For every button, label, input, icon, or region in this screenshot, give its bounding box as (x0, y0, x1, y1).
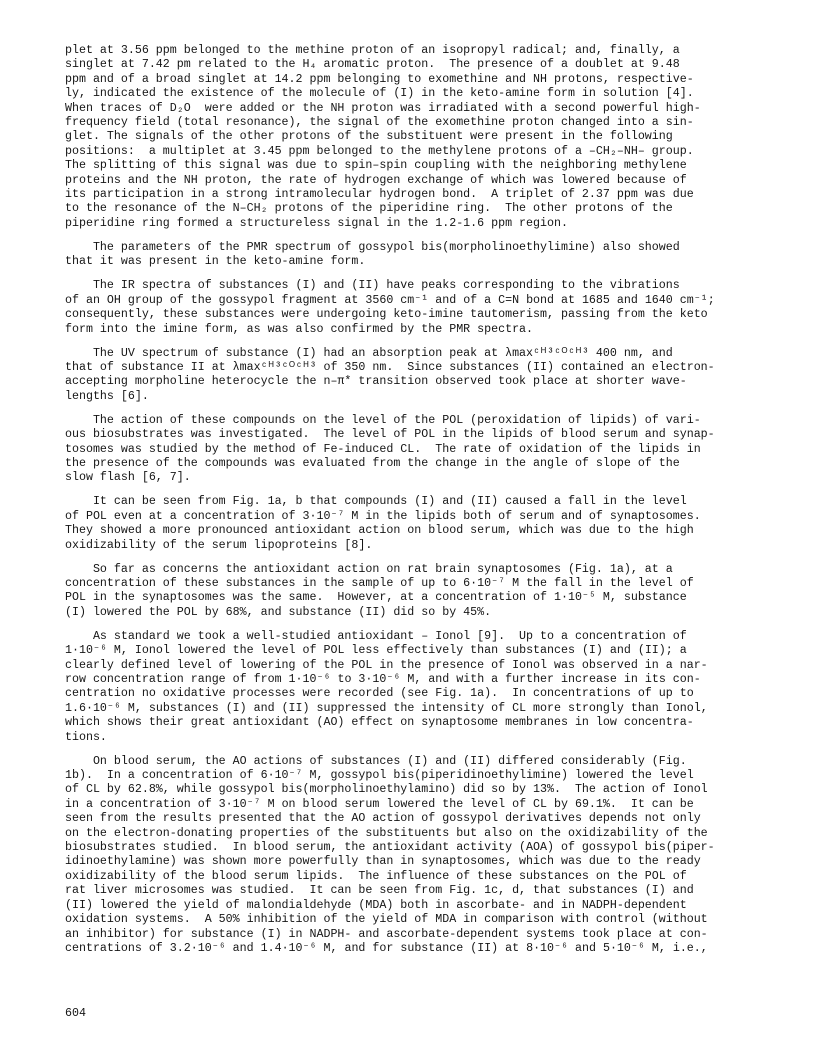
paragraph-pol-action: The action of these compounds on the level of the POL (peroxidation of lipids) of vari- ous biosubstrates was investigated. The level of POL in the lipids of blood serum and synap- tosomes was studied by the method of Fe-induced CL. The rate of oxidation of the lipids in the presence of the compounds was evaluated from the change in the angle of slope of the slow flash [6, 7]. (65, 413, 715, 485)
paragraph-ionol: As standard we took a well-studied antioxidant – Ionol [9]. Up to a concentration of 1·10⁻⁶ M, Ionol lowered the level of POL less effectively than substances (I) and (II); a clearly defined level of lowering of the POL in the presence of Ionol was observed in a nar- row concentration range of from 1·10⁻⁶ to 3·10⁻⁶ M, and with a further increase in its con- centration no oxidative processes were recorded (see Fig. 1a). In concentrations of up to 1.6·10⁻⁶ M, substances (I) and (II) suppressed the intensity of CL more strongly than Ionol, which shows their great antioxidant (AO) effect on synaptosome membranes in low concentra- tions. (65, 629, 708, 744)
article-body (65, 44, 765, 966)
paragraph-fig1ab: It can be seen from Fig. 1a, b that compounds (I) and (II) caused a fall in the level of POL even at a concentration of 3·10⁻⁷ M in the lipids both of serum and of synaptosomes. They showed a more pronounced antioxidant action on blood serum, which was due to the high oxidizability of the serum lipoproteins [8]. (65, 495, 701, 552)
paragraph-blood-serum: On blood serum, the AO actions of substances (I) and (II) differed considerably (Fig. 1b). In a concentration of 6·10⁻⁷ M, gossypol bis(piperidinoethylimine) lowered the level of CL by 62.8%, while gossypol bis(morpholinoethylamino) did so by 13%. The action of Ionol in a concentration of 3·10⁻⁷ M on blood serum lowered the level of CL by 69.1%. It can be seen from the results presented that the AO action of gossypol derivatives depends not only on the electron-donating properties of the substituents but also on the oxidizability of the biosubstrates studied. In blood serum, the antioxidant activity (AOA) of gossypol bis(piper- idinoethylamine) was shown more powerfully than in synaptosomes, which was due to the ready oxidizability of the blood serum lipids. The influence of these substances on the POL of rat liver microsomes was studied. It can be seen from Fig. 1c, d, that substances (I) and (II) lowered the yield of malondialdehyde (MDA) both in ascorbate- and in NADPH-dependent oxidation systems. A 50% inhibition of the yield of MDA in comparison with control (without an inhibitor) for substance (I) in NADPH- and ascorbate-dependent systems took place at con- centrations of 3.2·10⁻⁶ and 1.4·10⁻⁶ M, and for substance (II) at 8·10⁻⁶ and 5·10⁻⁶ M, i.e., (65, 754, 715, 955)
page-number: 604 (65, 1007, 86, 1020)
paragraph-pmr-morpholino: The parameters of the PMR spectrum of gossypol bis(morpholinoethylimine) also showed that it was present in the keto-amine form. (65, 240, 680, 269)
paragraph-ir-spectra: The IR spectra of substances (I) and (II) have peaks corresponding to the vibrations of an OH group of the gossypol fragment at 3560 cm⁻¹ and of a C=N bond at 1685 and 1640 cm⁻¹; consequently, these substances were undergoing keto-imine tautomerism, passing from the keto form into the imine form, as was also confirmed by the PMR spectra. (65, 279, 715, 336)
paragraph-pmr-signals: plet at 3.56 ppm belonged to the methine proton of an isopropyl radical; and, finally, a singlet at 7.42 pm related to the H₄ aromatic proton. The presence of a doublet at 9.48 ppm and of a broad singlet at 14.2 ppm belonging to exomethine and NH protons, respective- ly, indicated the existence of the molecule of (I) in the keto-amine form in solution [4]. When traces of D₂O were added or the NH proton was irradiated with a second powerful high- frequency field (total resonance), the signal of the exomethine proton changed into a sin- glet. The signals of the other protons of the substituent were present in the following positions: a multiplet at 3.45 ppm belonged to the methylene protons of a –CH₂–NH– group. The splitting of this signal was due to spin–spin coupling with the neighboring methylene proteins and the NH proton, the rate of hydrogen exchange of which was lowered because of its participation in a strong intramolecular hydrogen bond. A triplet of 2.37 ppm was due to the resonance of the N–CH₂ protons of the piperidine ring. The other protons of the piperidine ring formed a structureless signal in the 1.2-1.6 ppm region. (65, 44, 701, 230)
paragraph-uv-spectrum: The UV spectrum of substance (I) had an absorption peak at λmaxᶜᴴ³ᶜᴼᶜᴴ³ 400 nm, and that of substance II at λmaxᶜᴴ³ᶜᴼᶜᴴ³ of 350 nm. Since substances (II) contained an electron- accepting morpholine heterocycle the n–π* transition observed took place at shorter wave- lengths [6]. (65, 346, 715, 403)
paragraph-synaptosomes: So far as concerns the antioxidant action on rat brain synaptosomes (Fig. 1a), at a concentration of these substances in the sample of up to 6·10⁻⁷ M the fall in the level of POL in the synaptosomes was the same. However, at a concentration of 1·10⁻⁵ M, substance (I) lowered the POL by 68%, and substance (II) did so by 45%. (65, 562, 694, 619)
